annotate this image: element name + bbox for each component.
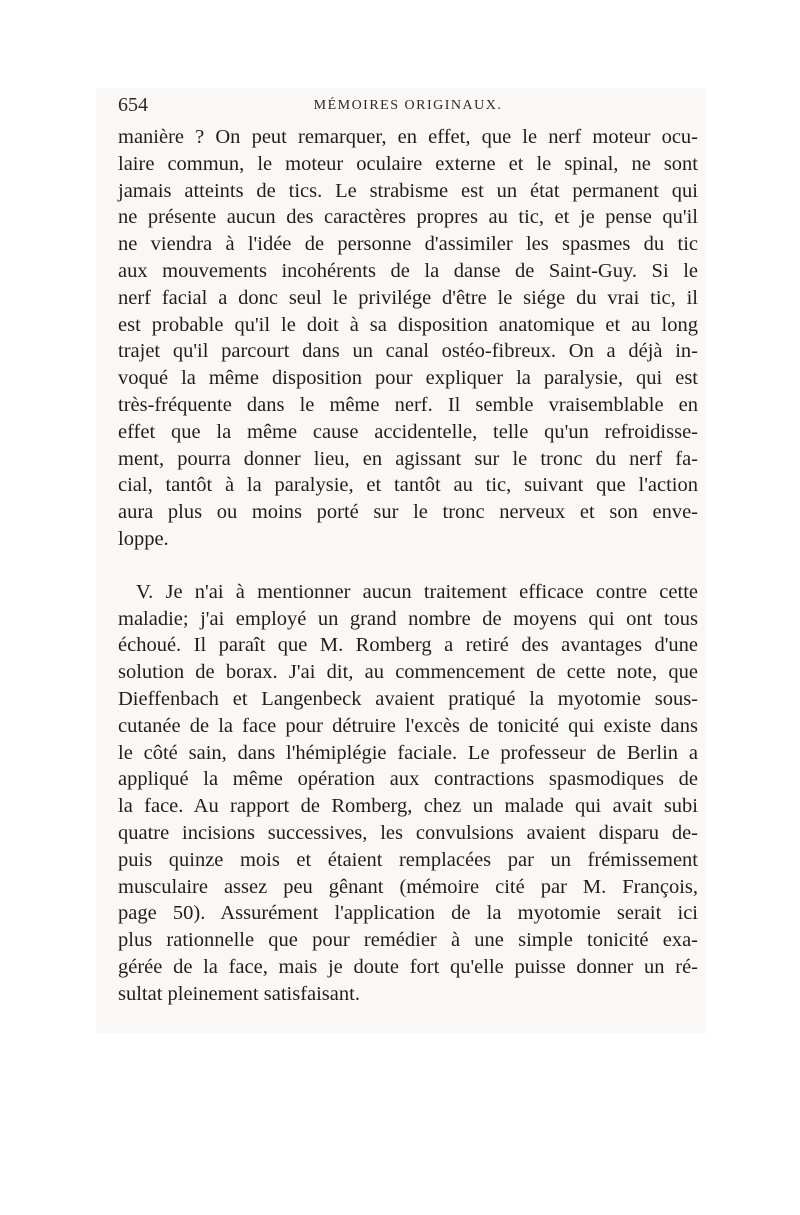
text-line: cutanée de la face pour détruire l'excès de tonicité qui existe dans (118, 714, 698, 737)
text-line: est probable qu'il le doit à sa disposition anatomique et au long (118, 313, 698, 336)
text-line: page 50). Assurément l'application de la myotomie serait ici (118, 902, 698, 925)
text-line: la face. Au rapport de Romberg, chez un malade qui avait subi (118, 795, 698, 818)
paragraph-1 (118, 124, 698, 553)
page-header (118, 94, 698, 120)
text-line: effet que la même cause accidentelle, telle qu'un refroidisse- (118, 420, 698, 443)
text-line: aura plus ou moins porté sur le tronc nerveux et son enve- (118, 501, 698, 524)
text-line: appliqué la même opération aux contractions spasmodiques de (118, 768, 698, 791)
text-line: très-fréquente dans le même nerf. Il semble vraisemblable en (118, 393, 698, 416)
paragraph-2 (118, 579, 698, 1008)
text-line: jamais atteints de tics. Le strabisme est un état permanent qui (118, 179, 698, 202)
text-line: maladie; j'ai employé un grand nombre de moyens qui ont tous (118, 607, 698, 630)
text-line: puis quinze mois et étaient remplacées par un frémissement (118, 848, 698, 871)
text-line: plus rationnelle que pour remédier à une simple tonicité exa- (118, 929, 698, 952)
text-line: sultat pleinement satisfaisant. (118, 982, 360, 1005)
text-line: quatre incisions successives, les convulsions avaient disparu de- (118, 821, 698, 844)
text-line: manière ? On peut remarquer, en effet, que le nerf moteur ocu- (118, 126, 698, 148)
text-line: le côté sain, dans l'hémiplégie faciale. Le professeur de Berlin a (118, 741, 698, 764)
text-line: laire commun, le moteur oculaire externe et le spinal, ne sont (118, 152, 698, 175)
text-line: musculaire assez peu gênant (mémoire cité par M. François, (118, 875, 698, 898)
running-head: MÉMOIRES ORIGINAUX. (313, 98, 503, 113)
page-number: 654 (118, 94, 148, 116)
text-line: Dieffenbach et Langenbeck avaient pratiqué la myotomie sous- (118, 687, 698, 710)
text-line: solution de borax. J'ai dit, au commencement de cette note, que (118, 661, 698, 684)
text-line: échoué. Il paraît que M. Romberg a retiré des avantages d'une (118, 634, 698, 657)
text-line: ment, pourra donner lieu, en agissant sur le tronc du nerf fa- (118, 447, 698, 470)
text-line: loppe. (118, 527, 169, 550)
text-line: aux mouvements incohérents de la danse de Saint-Guy. Si le (118, 259, 698, 282)
text-line: V. Je n'ai à mentionner aucun traitement efficace contre cette (136, 580, 698, 603)
text-line: gérée de la face, mais je doute fort qu'elle puisse donner un ré- (118, 955, 698, 978)
text-line: voqué la même disposition pour expliquer la paralysie, qui est (118, 367, 698, 390)
text-line: ne présente aucun des caractères propres au tic, et je pense qu'il (118, 206, 698, 229)
text-line: trajet qu'il parcourt dans un canal ostéo-fibreux. On a déjà in- (118, 340, 698, 363)
body-text (118, 124, 698, 1008)
text-line: ne viendra à l'idée de personne d'assimiler les spasmes du tic (118, 233, 698, 256)
text-line: cial, tantôt à la paralysie, et tantôt au tic, suivant que l'action (118, 474, 698, 497)
text-line: nerf facial a donc seul le privilége d'être le siége du vrai tic, il (118, 286, 698, 309)
